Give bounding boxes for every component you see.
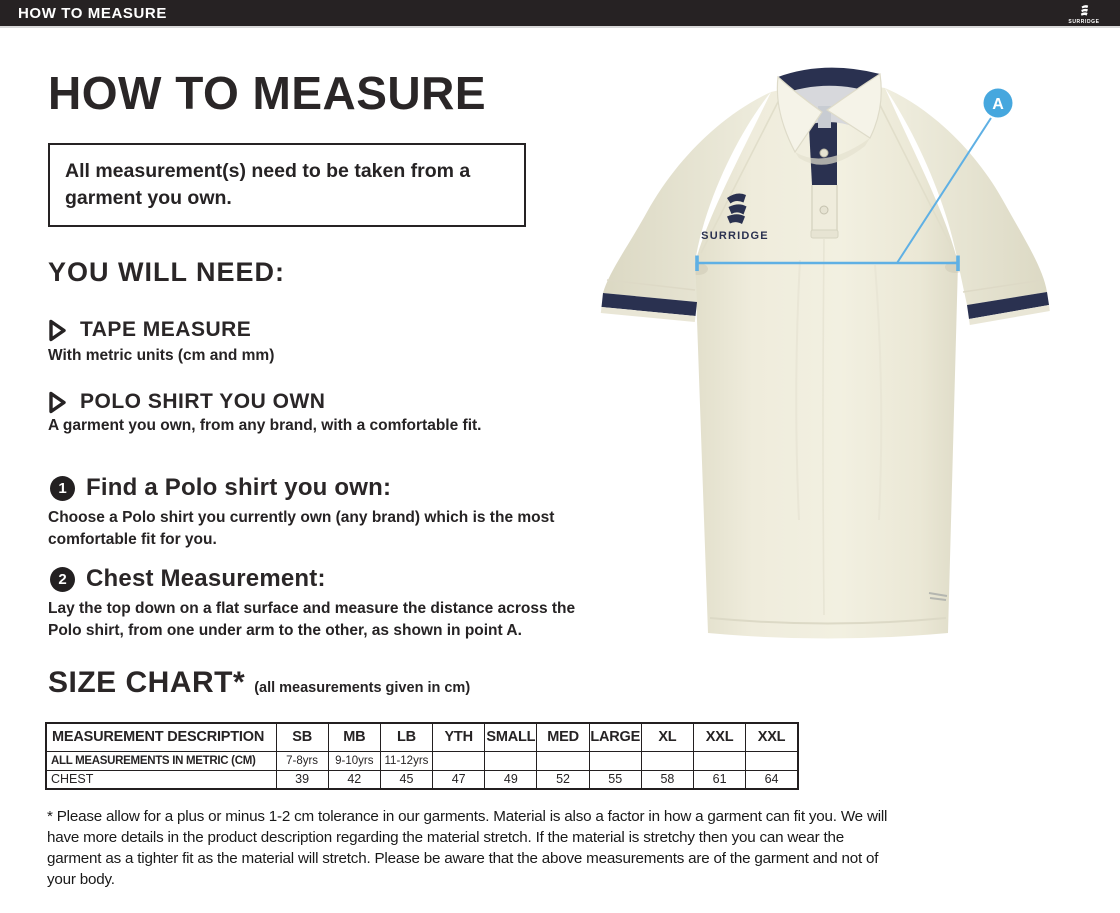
top-bar (0, 0, 1120, 28)
cell: 39 (276, 770, 328, 789)
table-header-row (46, 723, 798, 751)
column-header: LB (380, 723, 432, 751)
column-header: XXL (746, 723, 798, 751)
step-2-number-badge: 2 (50, 567, 75, 592)
step-2-title: Chest Measurement: (86, 565, 326, 592)
step-1 (50, 474, 391, 502)
polo-shirt-diagram (575, 50, 1065, 670)
top-bar-title: HOW TO MEASURE (18, 4, 167, 22)
cell: 55 (589, 770, 641, 789)
cell: 64 (746, 770, 798, 789)
page-title: HOW TO MEASURE (48, 67, 487, 119)
column-header: SMALL (485, 723, 537, 751)
footnote-text: * Please allow for a plus or minus 1-2 cm tolerance in our garments. Material is also a factor in how a garment can fit you. We will have more details in the product description regarding the material stretch. If the material is stretchy then you can wear the garment as a tighter fit as the material will stretch. Please be aware that the above measurements are of the garment and not of your body. (47, 808, 888, 888)
step-1-description: Choose a Polo shirt you currently own (any brand) which is the most comfortable fit for you. (48, 509, 555, 548)
need-item-title: POLO SHIRT YOU OWN (80, 390, 326, 413)
polo-shirt-illustration (575, 50, 1065, 670)
cell: 49 (485, 770, 537, 789)
size-chart-subtitle: (all measurements given in cm) (254, 680, 471, 696)
cell (694, 751, 746, 770)
cell (433, 751, 485, 770)
step-1-title: Find a Polo shirt you own: (86, 474, 392, 501)
cell: 47 (433, 770, 485, 789)
column-header: SB (276, 723, 328, 751)
cell: 45 (380, 770, 432, 789)
column-header: LARGE (589, 723, 641, 751)
need-item-desc: With metric units (cm and mm) (48, 347, 275, 364)
surridge-swirl-icon (1077, 4, 1092, 18)
size-chart-table (45, 722, 799, 790)
cell (746, 751, 798, 770)
column-header: YTH (433, 723, 485, 751)
need-item-title: TAPE MEASURE (80, 318, 252, 341)
cell: 58 (641, 770, 693, 789)
column-header: XXL (694, 723, 746, 751)
step-1-number-badge: 1 (50, 476, 75, 501)
cell: 61 (694, 770, 746, 789)
cell (641, 751, 693, 770)
table-row (46, 770, 798, 789)
step-2 (50, 565, 326, 593)
brand-logo-text: SURRIDGE (1068, 18, 1100, 25)
step-2-description: Lay the top down on a flat surface and measure the distance across the Polo shirt, from one under arm to the other, as shown in point A. (48, 600, 576, 639)
row-label: CHEST (46, 770, 276, 789)
you-will-need-title: YOU WILL NEED: (48, 257, 286, 287)
row-label: ALL MEASUREMENTS IN METRIC (CM) (46, 751, 276, 770)
need-item-tape-measure (48, 318, 251, 342)
triangle-bullet-icon (48, 391, 67, 414)
size-chart-heading (48, 668, 470, 698)
column-header: MED (537, 723, 589, 751)
need-item-desc: A garment you own, from any brand, with a comfortable fit. (48, 417, 482, 434)
cell (485, 751, 537, 770)
cell (589, 751, 641, 770)
cell: 42 (328, 770, 380, 789)
cell (537, 751, 589, 770)
notice-box (48, 143, 526, 227)
placket-button (820, 149, 828, 157)
column-header: MB (328, 723, 380, 751)
placket-button (820, 206, 828, 214)
cell: 9-10yrs (328, 751, 380, 770)
marker-a (984, 89, 1013, 118)
brand-logo (1062, 1, 1106, 27)
cell: 52 (537, 770, 589, 789)
column-header: XL (641, 723, 693, 751)
column-header: MEASUREMENT DESCRIPTION (46, 723, 276, 751)
marker-a-label: A (992, 96, 1004, 113)
need-item-polo-shirt (48, 390, 325, 414)
triangle-bullet-icon (48, 319, 67, 342)
notice-text: All measurement(s) need to be taken from a garment you own. (65, 160, 471, 209)
cell: 11-12yrs (380, 751, 432, 770)
size-chart-title: SIZE CHART* (48, 666, 246, 699)
cell: 7-8yrs (276, 751, 328, 770)
shirt-brand-text: SURRIDGE (701, 230, 769, 242)
table-row (46, 751, 798, 770)
